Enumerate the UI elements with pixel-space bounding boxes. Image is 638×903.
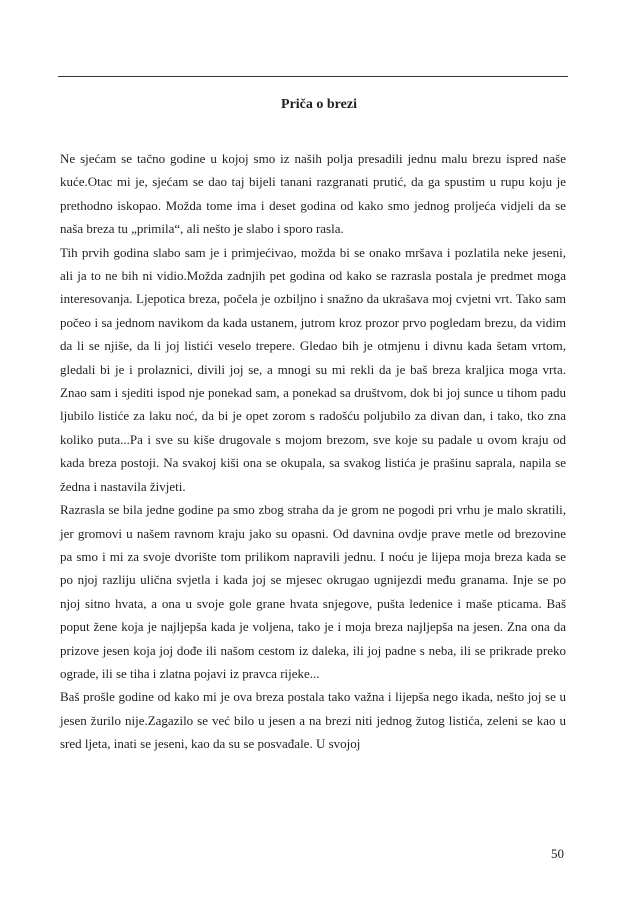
paragraph: Ne sjećam se tačno godine u kojoj smo iz naših polja presadili jednu malu brezu ispred naše kuće.Otac mi je, sjećam se dao taj bijeli tanani razgranati prutić, da ga spustim u rupu koju je prethodno iskopao. Možda tome ima i deset godina od kako smo jednog proljeća vidjeli da se naša breza tu „primila“, ali nešto je slabo i sporo rasla. — [60, 151, 566, 237]
page-title: Priča o brezi — [281, 97, 357, 112]
page-number: 50 — [551, 846, 564, 861]
paragraph: Baš prošle godine od kako mi je ova breza postala tako važna i lijepša nego ikada, nešto joj se u jesen žurilo nije.Zagazilo se već bilo u jesen a na brezi niti jednog žutog listića, zeleni se kao u sred ljeta, inati se jeseni, kao da su se posvađale. U svojoj — [60, 689, 566, 752]
paragraph: Razrasla se bila jedne godine pa smo zbog straha da je grom ne pogodi pri vrhu je malo skratili, jer gromovi u našem ravnom kraju jako su opasni. Od davnina ovdje prave metle od brezovine pa smo i mi za svoje dvorište tom prilikom napravili jednu. I noću je lijepa moja breza kada se po njoj razliju ulična svjetla i kada joj se mjesec okrugao ugnijezdi među granama. Inje se po njoj sitno hvata, a ona u svoje gole grane hvata snjegove, pušta ledenice i maše pticama. Baš poput žene koja je najljepša kada je voljena, tako je i moja breza najljepša na jesen. Zna ona da prizove jesen koja joj dođe ili našom cestom iz daleka, ili joj padne s neba, ili se prikrade preko ograde, ili se tiha i zlatna pojavi iz pravca rijeke... — [60, 502, 566, 681]
paragraph: Tih prvih godina slabo sam je i primjećivao, možda bi se onako mršava i pozlatila neke jeseni, ali ja to ne bih ni vidio.Možda zadnjih pet godina od kako se razrasla postala je predmet moga interesovanja. Ljepotica breza, počela je ozbiljno i snažno da ukrašava moj cvjetni vrt. Tako sam počeo i sa jednom navikom da kada ustanem, jutrom kroz prozor prvo pogledam brezu, da vidim da li se njiše, da li joj listići veselo trepere. Gledao bih je otmjenu i divnu kada šetam vrtom, gledali bi je i prolaznici, divili joj se, a mnogi su mi rekli da je baš breza kraljica moga vrta. Znao sam i sjediti ispod nje ponekad sam, a ponekad sa društvom, dok bi joj sunce u tihom padu ljubilo listiće za laku noć, da bi je opet zorom s radošću poljubilo za divan dan, i tako, tko zna koliko puta...Pa i sve su kiše drugovale s mojom brezom, sve koje su padale u ovom kraju od kada breza postoji. Na svakoj kiši ona se okupala, sa svakog listića je prašinu saprala, napila se žedna i nastavila živjeti. — [60, 244, 566, 494]
body-text — [60, 147, 566, 756]
header-rule — [58, 76, 568, 77]
